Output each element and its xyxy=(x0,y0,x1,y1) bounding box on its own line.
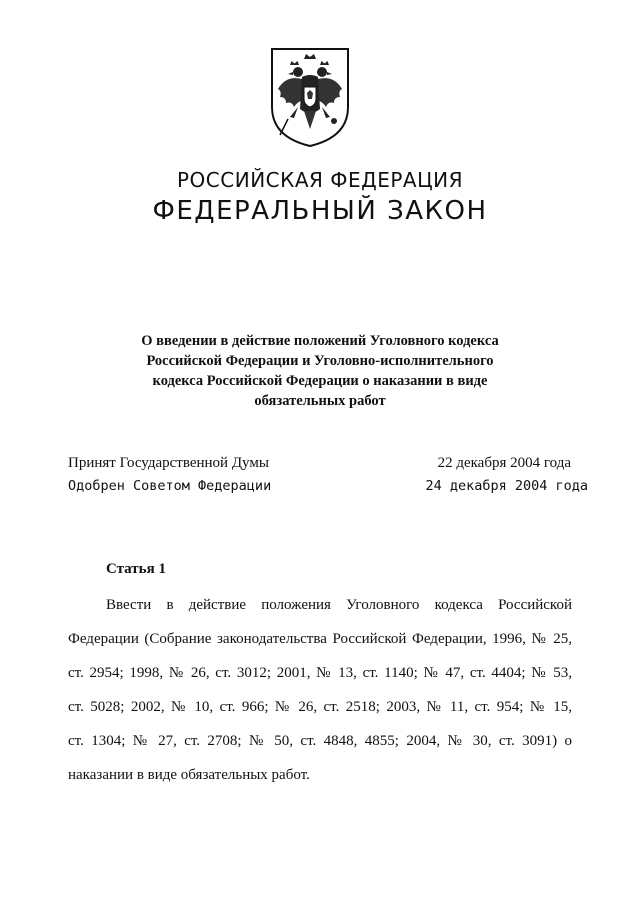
duma-adoption-label: Принят Государственной Думы xyxy=(68,455,269,471)
article-text-line: ст. 2954; 1998, № 26, ст. 3012; 2001, № 13, ст. 1140; № 47, ст. 4404; № 53, xyxy=(68,665,572,681)
article-text-line: наказании в виде обязательных работ. xyxy=(68,767,310,783)
article-text-line: ст. 5028; 2002, № 10, ст. 966; № 26, ст. 2518; 2003, № 11, ст. 954; № 15, xyxy=(68,699,572,715)
article-heading: Статья 1 xyxy=(106,561,166,577)
council-approval-date: 24 декабря 2004 года xyxy=(425,478,588,494)
law-title-line: Российской Федерации и Уголовно-исполнительного xyxy=(146,353,494,369)
document-type-heading: ФЕДЕРАЛЬНЫЙ ЗАКОН xyxy=(152,196,488,226)
law-title-line: кодекса Российской Федерации о наказании в виде xyxy=(152,373,488,389)
article-text-line: Федерации (Собрание законодательства Российской Федерации, 1996, № 25, xyxy=(68,631,572,647)
law-title-line: О введении в действие положений Уголовного кодекса xyxy=(141,333,499,349)
country-heading: РОССИЙСКАЯ ФЕДЕРАЦИЯ xyxy=(177,168,463,192)
law-title xyxy=(120,331,520,411)
law-title-line: обязательных работ xyxy=(254,393,386,409)
coat-of-arms-icon xyxy=(268,45,352,149)
article-body xyxy=(68,593,572,797)
article-text-line: ст. 1304; № 27, ст. 2708; № 50, ст. 4848, 4855; 2004, № 30, ст. 3091) о xyxy=(68,733,572,749)
duma-adoption-date: 22 декабря 2004 года xyxy=(437,455,571,471)
article-text-line: Ввести в действие положения Уголовного кодекса Российской xyxy=(106,597,572,613)
council-approval-label: Одобрен Советом Федерации xyxy=(68,478,272,494)
